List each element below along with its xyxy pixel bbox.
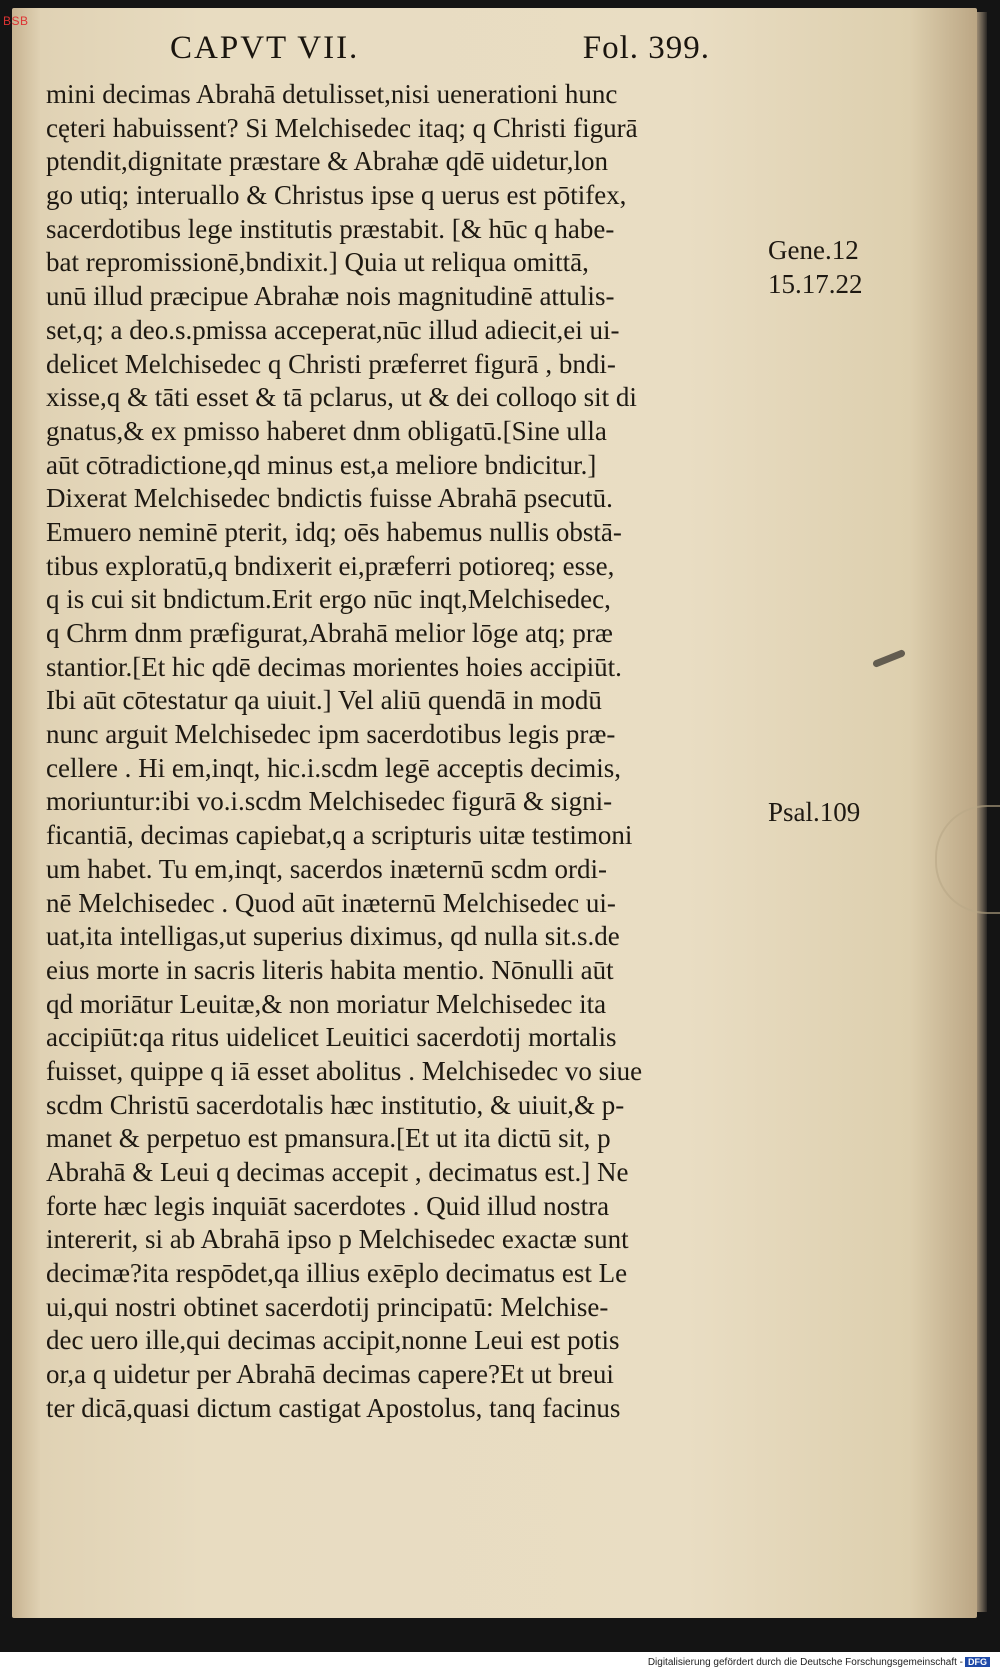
text-line: ptendit,dignitate præstare & Abrahæ qdē uidetur,lon bbox=[46, 146, 609, 177]
text-line: sacerdotibus lege institutis præstabit. [& hūc q habe- bbox=[46, 213, 615, 244]
text-line: accipiūt:qa ritus uidelicet Leuitici sacerdotij mortalis bbox=[46, 1022, 617, 1053]
text-line: moriuntur:ibi vo.i.scdm Melchisedec figurā & signi- bbox=[46, 786, 613, 817]
text-line: Emuero neminē pterit, idq; oēs habemus nullis obstā- bbox=[46, 516, 622, 547]
margin-note-line: Gene.12 bbox=[768, 235, 859, 265]
footer-bar bbox=[0, 1652, 1000, 1670]
text-line: xisse,q & tāti esset & tā pclarus, ut & dei colloqo sit di bbox=[46, 382, 637, 413]
text-line: fuisset, quippe q iā esset abolitus . Melchisedec vo siue bbox=[46, 1055, 643, 1086]
text-line: aūt cōtradictione,qd minus est,a meliore bndicitur.] bbox=[46, 449, 597, 480]
text-line: stantior.[Et hic qdē decimas morientes hoies accipiūt. bbox=[46, 651, 622, 682]
text-line: go utiq; interuallo & Christus ipse q uerus est pōtifex, bbox=[46, 180, 627, 211]
text-line: decimæ?ita respōdet,qa illius exēplo decimatus est Le bbox=[46, 1258, 628, 1289]
text-line: ficantiā, decimas capiebat,q a scripturis uitæ testimoni bbox=[46, 820, 633, 851]
text-line: manet & perpetuo est pmansura.[Et ut ita dictū sit, p bbox=[46, 1123, 611, 1154]
text-line: Abrahā & Leui q decimas accepit , decimatus est.] Ne bbox=[46, 1157, 629, 1187]
credit-text: Digitalisierung gefördert durch die Deutsche Forschungsgemeinschaft - bbox=[647, 1657, 963, 1668]
text-line: or,a q uidetur per Abrahā decimas capere?Et ut breui bbox=[46, 1359, 614, 1390]
text-line: bat repromissionē,bndixit.] Quia ut reliqua omittā, bbox=[46, 247, 589, 278]
text-line: forte hæc legis inquiāt sacerdotes . Quid illud nostra bbox=[46, 1190, 610, 1221]
text-line: q is cui sit bndictum.Erit ergo nūc inqt,Melchisedec, bbox=[46, 584, 611, 615]
folio-number: Fol. 399. bbox=[582, 30, 710, 66]
text-line: q Chrm dnm præfigurat,Abrahā melior lōge atq; præ bbox=[46, 618, 613, 648]
text-line: uat,ita intelligas,ut superius diximus, qd nulla sit.s.de bbox=[46, 921, 620, 952]
margin-note-psalm: Psal.109 bbox=[768, 797, 861, 827]
text-line: Dixerat Melchisedec bndictis fuisse Abrahā psecutū. bbox=[46, 483, 613, 514]
margin-note-line: 15.17.22 bbox=[768, 268, 863, 299]
margin-note-genesis bbox=[768, 234, 863, 301]
text-line: scdm Christū sacerdotalis hæc institutio, & uiuit,& p- bbox=[46, 1089, 625, 1120]
chapter-heading: CAPVT VII. bbox=[170, 30, 360, 66]
text-line: dec uero ille,qui decimas accipit,nonne Leui est potis bbox=[46, 1325, 620, 1356]
text-line: eius morte in sacris literis habita mentio. Nōnulli aūt bbox=[46, 954, 614, 985]
dfg-logo: DFG bbox=[965, 1657, 990, 1667]
text-line: mini decimas Abrahā detulisset,nisi uenerationi hunc bbox=[46, 79, 618, 109]
text-line: set,q; a deo.s.pmissa acceperat,nūc illud adiecit,ei ui- bbox=[46, 314, 620, 345]
text-line: delicet Melchisedec q Christi præferret figurā , bndi- bbox=[46, 348, 616, 379]
text-line: qd moriātur Leuitæ,& non moriatur Melchisedec ita bbox=[46, 988, 607, 1019]
library-mark: BSB bbox=[3, 14, 29, 28]
text-line: cellere . Hi em,inqt, hic.i.scdm legē acceptis decimis, bbox=[46, 752, 622, 783]
text-line: um habet. Tu em,inqt, sacerdos inæternū scdm ordi- bbox=[46, 853, 607, 884]
text-line: ter dicā,quasi dictum castigat Apostolus, tanq facinus bbox=[46, 1392, 621, 1423]
text-line: ui,qui nostri obtinet sacerdotij principatū: Melchise- bbox=[46, 1291, 609, 1322]
text-line: unū illud præcipue Abrahæ nois magnitudinē attulis- bbox=[46, 281, 615, 312]
body-text bbox=[46, 78, 761, 1426]
text-line: gnatus,& ex pmisso haberet dnm obligatū.[Sine ulla bbox=[46, 415, 607, 446]
text-line: cęteri habuissent? Si Melchisedec itaq; q Christi figurā bbox=[46, 112, 638, 143]
running-head bbox=[170, 30, 710, 70]
footer-credit bbox=[648, 1657, 990, 1668]
text-line: nunc arguit Melchisedec ipm sacerdotibus legis præ- bbox=[46, 719, 616, 750]
text-line: intererit, si ab Abrahā ipso p Melchisedec exactæ sunt bbox=[46, 1224, 629, 1255]
text-line: tibus exploratū,q bndixerit ei,præferri potioreq; esse, bbox=[46, 550, 615, 581]
text-line: nē Melchisedec . Quod aūt inæternū Melchisedec ui- bbox=[46, 887, 616, 918]
text-line: Ibi aūt cōtestatur qa uiuit.] Vel aliū quendā in modū bbox=[46, 685, 602, 716]
